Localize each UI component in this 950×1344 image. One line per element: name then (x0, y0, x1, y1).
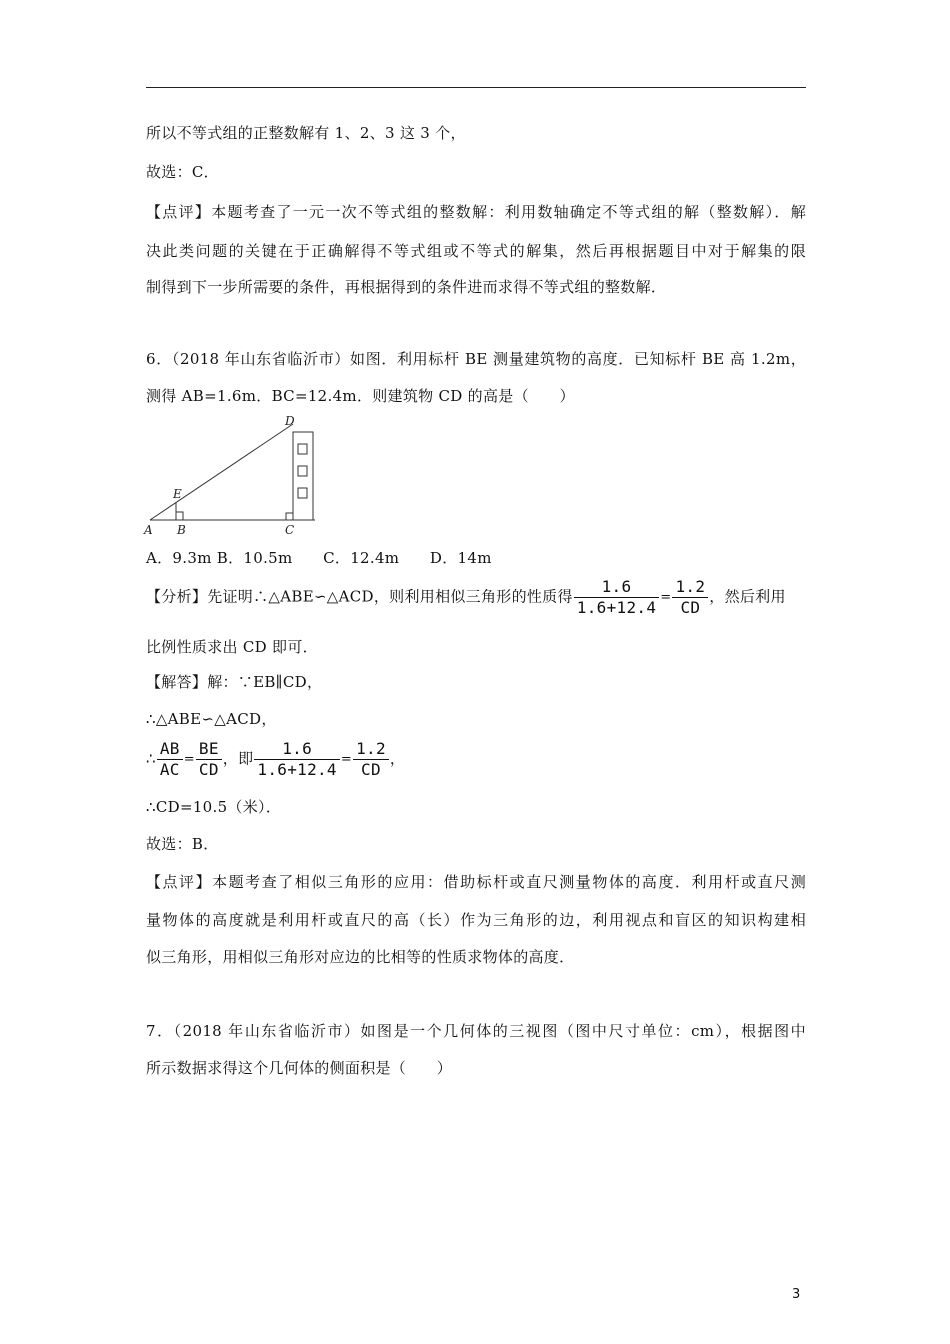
solution-line: ∴△ABE∽△ACD， (146, 710, 277, 728)
right-angle-b (176, 512, 183, 520)
fraction-numerator: 1.6 (254, 740, 339, 760)
header-rule (146, 87, 806, 88)
question-7-stem: 7．（2018 年山东省临沂市）如图是一个几何体的三视图（图中尺寸单位：cm），根据图中 (146, 1022, 806, 1040)
review-line: 量物体的高度就是利用杆或直尺的高（长）作为三角形的边，利用视点和盲区的知识构建相 (146, 911, 806, 929)
answer-options: A．9.3m B．10.5m C．12.4m D．14m (146, 549, 492, 567)
therefore-symbol: ∴ (146, 749, 156, 768)
window (298, 466, 307, 476)
label-d: D (285, 414, 295, 428)
right-angle-c (286, 513, 293, 520)
text-line: 所以不等式组的正整数解有 1、2、3 这 3 个， (146, 124, 466, 142)
equals-sign: = (660, 589, 672, 605)
fraction-numerator: AB (157, 740, 183, 760)
analysis-line: 比例性质求出 CD 即可． (146, 638, 318, 656)
fraction-1-2 (672, 578, 708, 617)
building-figure (140, 412, 330, 537)
solution-line: 故选：B． (146, 835, 219, 853)
window (298, 444, 307, 454)
fraction-1-2 (353, 740, 389, 779)
analysis-text: ，然后利用 (709, 587, 786, 606)
text-line: 决此类问题的关键在于正确解得不等式组或不等式的解集，然后再根据题目中对于解集的限 (146, 242, 806, 260)
fraction-1-6 (254, 740, 339, 779)
text-line: 故选：C． (146, 163, 219, 181)
label-a: A (144, 523, 153, 537)
solution-line: ∴CD=10.5（米）． (146, 798, 282, 816)
page-number: 3 (792, 1287, 801, 1302)
fraction-numerator: 1.2 (353, 740, 389, 760)
fraction-denominator: CD (198, 760, 219, 779)
window (298, 488, 307, 498)
fraction-denominator: AC (159, 760, 180, 779)
text-line: 制得到下一步所需要的条件，再根据得到的条件进而求得不等式组的整数解． (146, 278, 667, 296)
label-b: B (177, 523, 186, 537)
fraction-denominator: 1.6+12.4 (576, 598, 657, 617)
equals-sign: = (183, 751, 195, 767)
review-line: 【点评】本题考查了相似三角形的应用：借助标杆或直尺测量物体的高度．利用杆或直尺测 (146, 873, 806, 891)
comma: ， (389, 749, 406, 768)
analysis-line (146, 578, 806, 617)
fraction-denominator: CD (361, 760, 381, 779)
sight-line (150, 424, 293, 520)
equals-sign: = (340, 751, 353, 767)
fraction-denominator: 1.6+12.4 (257, 760, 337, 779)
fraction-be-cd (196, 740, 222, 779)
solution-fraction-line (146, 740, 405, 779)
question-7-stem: 所示数据求得这个几何体的侧面积是（ ） (146, 1059, 453, 1077)
fraction-1-6 (574, 578, 659, 617)
ie-text: ，即 (222, 749, 254, 768)
text-line: 【点评】本题考查了一元一次不等式组的整数解：利用数轴确定不等式组的解（整数解）．解 (146, 203, 806, 221)
fraction-numerator: 1.6 (574, 578, 659, 598)
label-e: E (173, 487, 182, 501)
fraction-ab-ac (157, 740, 183, 779)
question-6-stem: 测得 AB=1.6m．BC=12.4m．则建筑物 CD 的高是（ ） (146, 387, 575, 405)
review-line: 似三角形，用相似三角形对应边的比相等的性质求物体的高度． (146, 948, 575, 966)
label-c: C (285, 523, 295, 537)
solution-line: 【解答】解：∵EB∥CD， (146, 673, 323, 691)
fraction-numerator: BE (196, 740, 222, 760)
fraction-numerator: 1.2 (672, 578, 708, 598)
fraction-denominator: CD (680, 598, 701, 617)
analysis-text: 【分析】先证明∴△ABE∽△ACD，则利用相似三角形的性质得 (146, 587, 573, 606)
question-6-stem: 6．（2018 年山东省临沂市）如图．利用标杆 BE 测量建筑物的高度．已知标杆 BE 高 1.2m， (146, 350, 806, 368)
